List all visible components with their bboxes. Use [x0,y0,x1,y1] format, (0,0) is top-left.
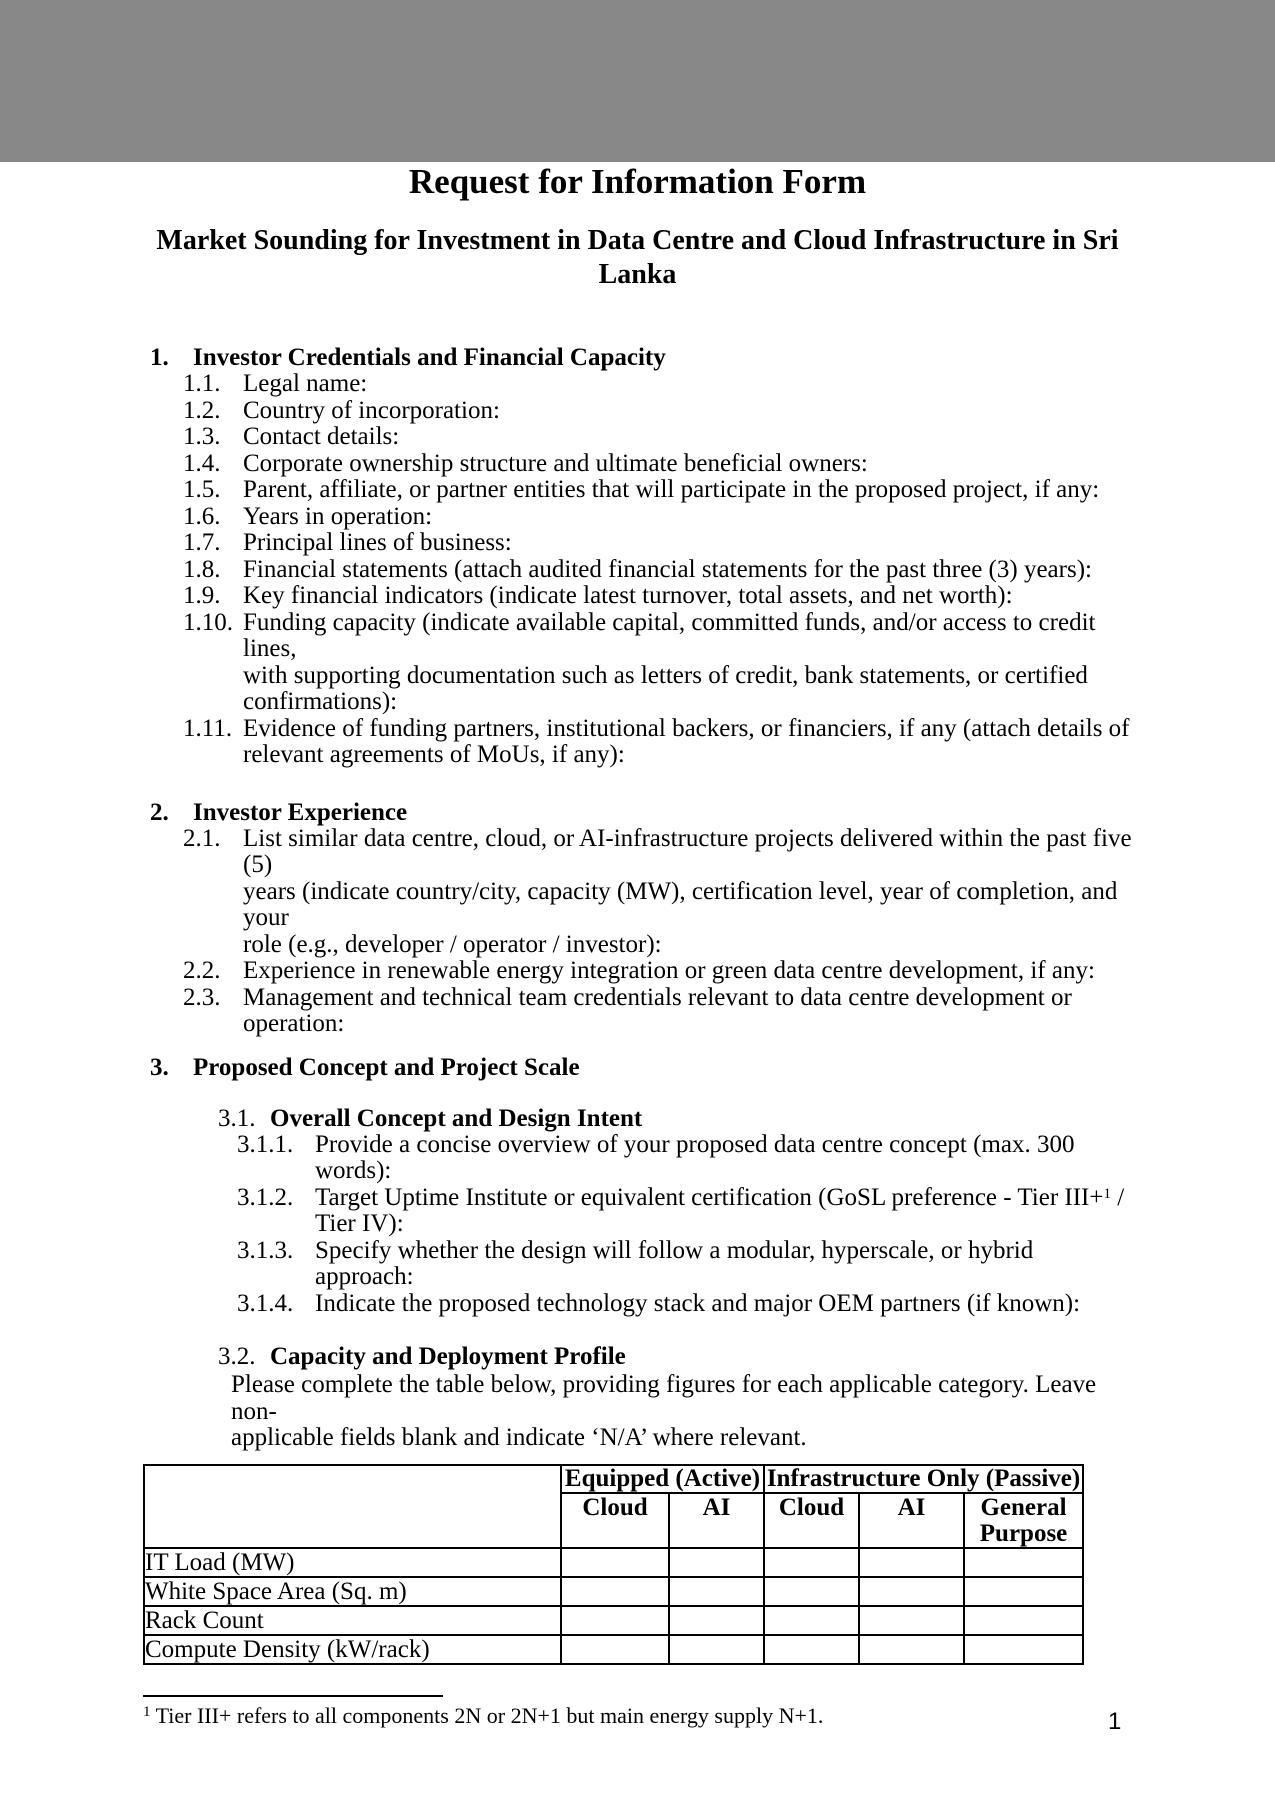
item-text: Parent, affiliate, or partner entities that will participate in the proposed project, if any: [243,476,1100,503]
footnote-separator-rule [143,1695,443,1697]
section-number: 3. [150,1053,169,1081]
subsection-number: 3.2. [218,1343,256,1370]
item-number: 1.6. [183,502,221,530]
item-number: 1.4. [183,449,221,477]
item-text-post: / Tier IV): [315,1183,1125,1237]
empty-cell [669,1635,764,1664]
item-text-line: confirmations): [243,688,398,715]
page-title: Request for Information Form [408,162,867,201]
list-item-1-2 [143,398,1132,425]
item-number: 1.11. [183,714,233,742]
subsection-number: 3.1. [218,1104,256,1132]
section-heading-2 [143,799,1132,826]
list-item-1-7 [143,530,1132,557]
table-corner-cell [144,1465,561,1548]
item-text: Provide a concise overview of your proposed data centre concept (max. 300 words): [315,1130,1075,1184]
section-heading-1 [143,344,1132,371]
table-intro-paragraph [143,1372,1132,1452]
list-item-2-2 [143,958,1132,985]
section-heading-text: Investor Credentials and Financial Capacity [193,344,666,371]
empty-cell [964,1548,1083,1577]
empty-cell [764,1635,859,1664]
item-text-line: Funding capacity (indicate available capital, committed funds, and/or access to credit lines, [243,608,1096,662]
list-item-1-10 [143,610,1132,716]
item-text-line: relevant agreements of MoUs, if any): [243,741,625,768]
item-number: 1.7. [183,529,221,556]
item-number: 1.10. [183,608,233,636]
item-number: 1.1. [183,370,221,397]
row-label: Rack Count [144,1606,561,1635]
list-item-3-1-3 [143,1238,1132,1291]
list-item-2-1 [143,826,1132,959]
intro-line: applicable fields blank and indicate ‘N/A’ where relevant. [231,1424,807,1451]
empty-cell [964,1577,1083,1606]
item-text [243,716,1132,769]
list-item-1-8 [143,557,1132,584]
footnote-marker: 1 [143,1703,151,1720]
list-item-3-1-2 [143,1185,1132,1238]
item-text: Years in operation: [243,502,433,530]
subsection-heading-3-1 [143,1105,1132,1132]
item-number: 3.1.3. [237,1236,294,1264]
page-subtitle: Market Sounding for Investment in Data Centre and Cloud Infrastructure in Sri Lanka [156,225,1119,290]
table-row-it-load [144,1548,1083,1577]
empty-cell [859,1635,964,1664]
item-number: 2.3. [183,983,221,1011]
intro-line: Please complete the table below, providing figures for each applicable category. Leave non- [231,1371,1097,1425]
item-text: Experience in renewable energy integration or green data centre development, if any: [243,957,1095,984]
list-item-1-6 [143,504,1132,531]
item-text: Corporate ownership structure and ultimate beneficial owners: [243,449,868,477]
footnote-text: Tier III+ refers to all components 2N or 2N+1 but main energy supply N+1. [155,1702,824,1728]
group-header-infrastructure: Infrastructure Only (Passive) [764,1465,1083,1493]
item-text: Country of incorporation: [243,396,500,424]
column-header-ai-passive: AI [859,1493,964,1548]
group-header-equipped: Equipped (Active) [561,1465,764,1493]
document-page [0,162,1275,1812]
item-text-line: years (indicate country/city, capacity (MW), certification level, year of completion, and your [243,877,1118,931]
table-row-compute-density [144,1635,1083,1664]
empty-cell [764,1577,859,1606]
item-number: 3.1.2. [237,1183,294,1211]
list-item-3-1-1 [143,1132,1132,1185]
empty-cell [964,1635,1083,1664]
footnote [143,1703,1132,1729]
empty-cell [561,1548,669,1577]
list-item-1-5 [143,477,1132,504]
list-item-3-1-4 [143,1291,1132,1318]
table-row-white-space [144,1577,1083,1606]
row-label: White Space Area (Sq. m) [144,1577,561,1606]
table-row-rack-count [144,1606,1083,1635]
item-text-line: List similar data centre, cloud, or AI-infrastructure projects delivered within the past five (5) [243,824,1132,878]
empty-cell [669,1606,764,1635]
empty-cell [764,1606,859,1635]
item-number: 1.2. [183,396,221,424]
section-heading-text: Investor Experience [193,798,408,826]
column-header-general-purpose: General Purpose [964,1493,1083,1548]
item-text: Specify whether the design will follow a modular, hyperscale, or hybrid approach: [315,1236,1034,1290]
item-text-line: role (e.g., developer / operator / investor): [243,930,662,958]
item-text: Financial statements (attach audited financial statements for the past three (3) years): [243,555,1092,583]
item-text [243,826,1132,959]
column-header-cloud-passive: Cloud [764,1493,859,1548]
item-text: Legal name: [243,370,368,397]
section-heading-3 [143,1054,1132,1081]
capacity-table [143,1464,1084,1665]
subsection-heading-3-2 [143,1343,1132,1370]
item-number: 1.9. [183,582,221,609]
item-number: 3.1.1. [237,1130,294,1158]
item-number: 2.2. [183,957,221,984]
empty-cell [669,1577,764,1606]
item-text: Contact details: [243,423,400,450]
footnote-reference: 1 [1103,1185,1111,1202]
item-text-pre: Target Uptime Institute or equivalent certification (GoSL preference - Tier III+ [315,1183,1104,1211]
item-text: Indicate the proposed technology stack and major OEM partners (if known): [315,1289,1081,1317]
item-number: 1.5. [183,476,221,503]
empty-cell [859,1606,964,1635]
section-heading-text: Proposed Concept and Project Scale [193,1053,580,1081]
empty-cell [561,1606,669,1635]
list-item-1-3 [143,424,1132,451]
item-text-line: Evidence of funding partners, institutional backers, or financiers, if any (attach details of [243,714,1130,742]
subsection-heading-text: Overall Concept and Design Intent [270,1104,643,1132]
empty-cell [764,1548,859,1577]
row-label: IT Load (MW) [144,1548,561,1577]
empty-cell [561,1635,669,1664]
list-item-1-4 [143,451,1132,478]
item-number: 3.1.4. [237,1289,294,1317]
subsection-heading-text: Capacity and Deployment Profile [270,1343,626,1370]
empty-cell [859,1577,964,1606]
section-number: 2. [150,798,169,826]
row-label: Compute Density (kW/rack) [144,1635,561,1664]
page-content [143,162,1132,1729]
list-item-1-11 [143,716,1132,769]
empty-cell [669,1548,764,1577]
item-text: Principal lines of business: [243,529,512,556]
item-text [243,610,1132,716]
list-item-1-1 [143,371,1132,398]
item-text [315,1185,1132,1238]
list-item-1-9 [143,583,1132,610]
column-header-ai-active: AI [669,1493,764,1548]
page-number: 1 [1108,1708,1122,1735]
item-number: 1.3. [183,423,221,450]
empty-cell [561,1577,669,1606]
list-item-2-3 [143,985,1132,1038]
item-number: 1.8. [183,555,221,583]
item-text: Management and technical team credentials relevant to data centre development or operation: [243,983,1072,1037]
item-text-line: with supporting documentation such as letters of credit, bank statements, or certified [243,661,1088,689]
column-header-cloud-active: Cloud [561,1493,669,1548]
item-number: 2.1. [183,824,221,852]
empty-cell [964,1606,1083,1635]
empty-cell [859,1548,964,1577]
section-number: 1. [150,344,169,371]
table-group-header-row [144,1465,1083,1493]
item-text: Key financial indicators (indicate latest turnover, total assets, and net worth): [243,582,1013,609]
